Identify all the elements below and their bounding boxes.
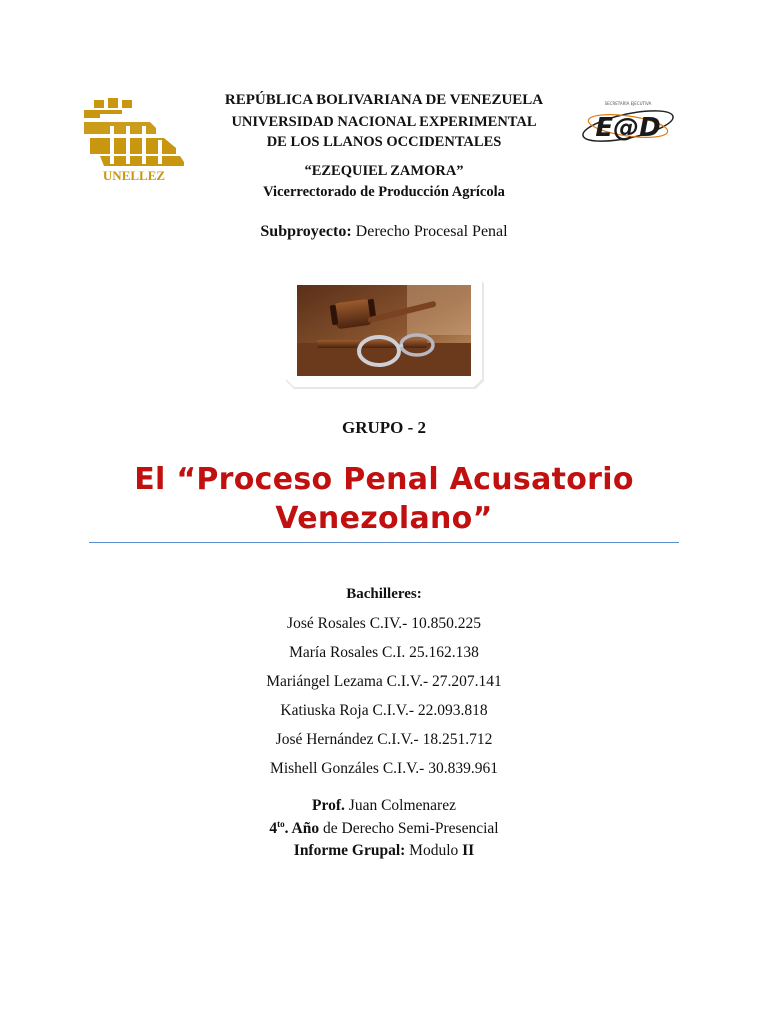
bachilleres-heading: Bachilleres: — [346, 586, 422, 602]
subproyecto-value: Derecho Procesal Penal — [355, 223, 508, 240]
subproyecto-label: Subproyecto: — [260, 223, 352, 240]
informe-text: Modulo — [409, 842, 459, 859]
gavel-handcuffs-image — [297, 285, 471, 376]
year-text: de Derecho Semi-Presencial — [323, 820, 499, 838]
year-label: . Año — [284, 820, 320, 838]
year-line — [0, 819, 768, 838]
professor-line — [0, 797, 768, 815]
document-title-line2: Venezolano” — [275, 501, 493, 536]
professor-name: Juan Colmenarez — [348, 797, 456, 814]
student-item: José Rosales C.IV.- 10.850.225 — [287, 615, 481, 632]
informe-line — [0, 842, 768, 860]
header-line-ezequiel: “EZEQUIEL ZAMORA” — [304, 163, 464, 179]
student-item: Katiuska Roja C.I.V.- 22.093.818 — [280, 702, 488, 719]
student-item: Mishell Gonzáles C.I.V.- 30.839.961 — [270, 760, 498, 777]
header-line-universidad: UNIVERSIDAD NACIONAL EXPERIMENTAL — [231, 114, 537, 130]
ead-logo-tagline: SECRETARÍA EJECUTIVA — [604, 101, 652, 106]
header-line-vicerrectorado: Vicerrectorado de Producción Agrícola — [263, 184, 505, 200]
informe-number: II — [462, 842, 475, 859]
ead-logo-text: E@D — [595, 113, 661, 143]
unellez-logo-text: UNELLEZ — [102, 168, 166, 182]
year-number: 4 — [269, 820, 278, 838]
subproyecto-line — [0, 223, 768, 241]
header-line-republica: REPÚBLICA BOLIVARIANA DE VENEZUELA — [224, 92, 544, 108]
title-divider — [89, 542, 679, 543]
professor-label: Prof. — [312, 797, 345, 814]
student-item: José Hernández C.I.V.- 18.251.712 — [275, 731, 493, 748]
document-title-line1: El “Proceso Penal Acusatorio — [134, 462, 634, 497]
year-superscript: to — [277, 819, 285, 829]
header-line-llanos: DE LOS LLANOS OCCIDENTALES — [266, 134, 502, 150]
informe-label: Informe Grupal: — [293, 842, 406, 859]
grupo-label: GRUPO - 2 — [341, 418, 427, 437]
student-item: Mariángel Lezama C.I.V.- 27.207.141 — [266, 673, 502, 690]
student-item: María Rosales C.I. 25.162.138 — [289, 644, 479, 661]
document-title — [84, 460, 684, 538]
